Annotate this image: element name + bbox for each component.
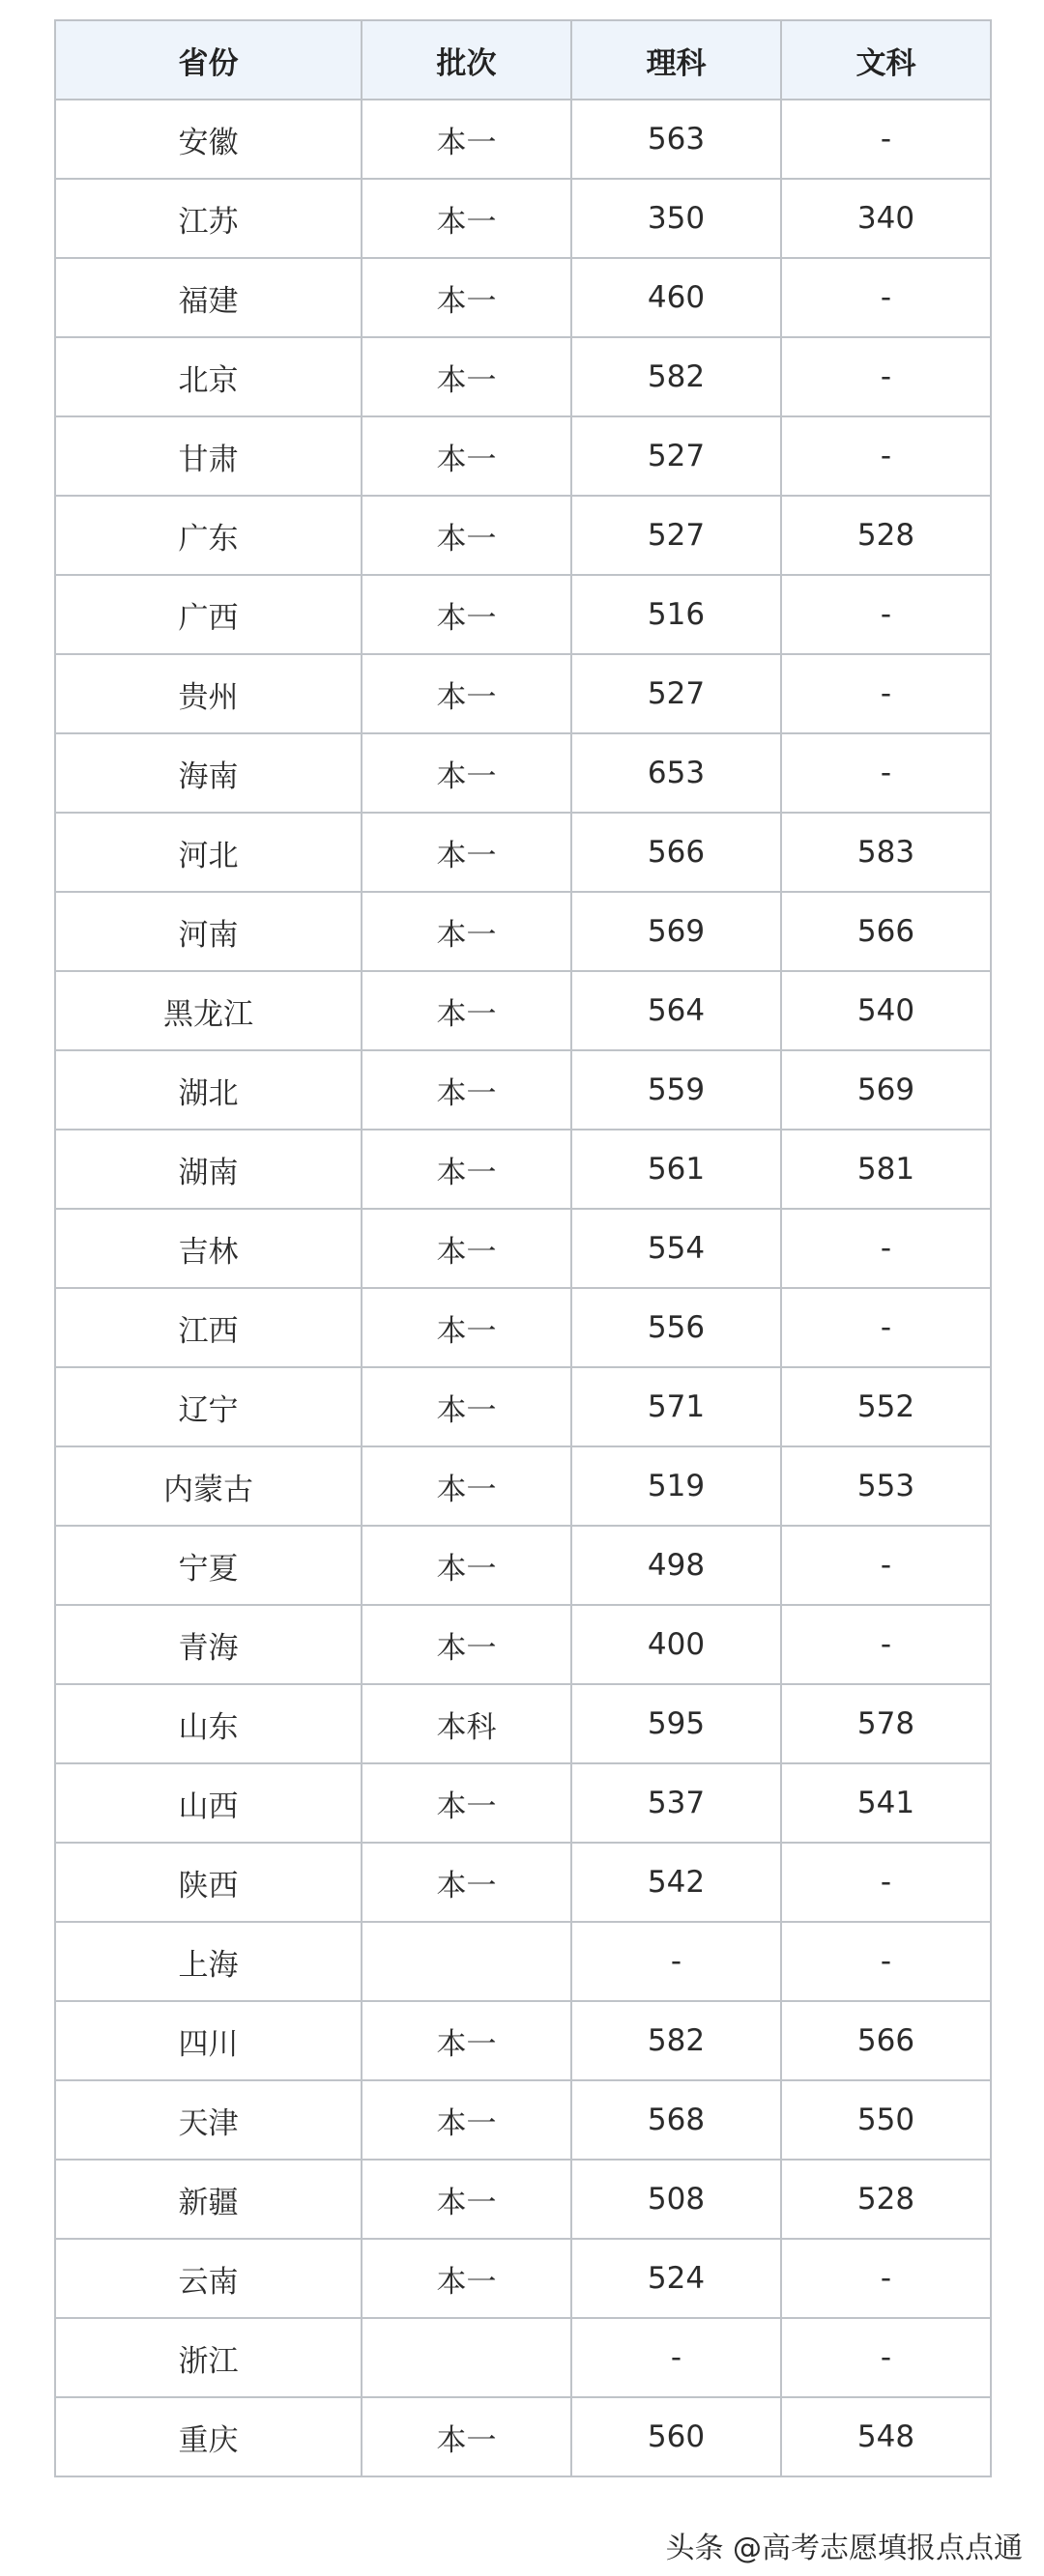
cell-science: 537: [571, 1763, 781, 1843]
cell-province: 安徽: [55, 100, 362, 179]
header-science: 理科: [571, 20, 781, 100]
cell-province: 湖南: [55, 1130, 362, 1209]
cell-arts: -: [781, 1288, 991, 1367]
cell-province: 云南: [55, 2239, 362, 2318]
cell-science: 350: [571, 179, 781, 258]
cell-science: 527: [571, 654, 781, 733]
table-row: [55, 971, 991, 1050]
table-row: [55, 1922, 991, 2001]
table-row: [55, 1526, 991, 1605]
cell-science: 560: [571, 2397, 781, 2476]
cell-science: 566: [571, 813, 781, 892]
cell-arts: 541: [781, 1763, 991, 1843]
table-body: [55, 100, 991, 2476]
cell-batch: 本一: [362, 2239, 571, 2318]
cell-science: 556: [571, 1288, 781, 1367]
cell-arts: -: [781, 733, 991, 813]
cell-batch: 本一: [362, 1763, 571, 1843]
cell-batch: 本一: [362, 337, 571, 416]
cell-batch: [362, 1922, 571, 2001]
cell-province: 江西: [55, 1288, 362, 1367]
score-table-container: [54, 19, 990, 2477]
cell-arts: 528: [781, 2160, 991, 2239]
cell-batch: 本一: [362, 971, 571, 1050]
cell-arts: -: [781, 1922, 991, 2001]
cell-batch: 本一: [362, 892, 571, 971]
cell-science: 524: [571, 2239, 781, 2318]
table-row: [55, 1446, 991, 1526]
table-row: [55, 733, 991, 813]
cell-province: 重庆: [55, 2397, 362, 2476]
cell-batch: 本一: [362, 496, 571, 575]
cell-batch: 本一: [362, 100, 571, 179]
table-row: [55, 2001, 991, 2080]
table-row: [55, 1288, 991, 1367]
cell-batch: 本一: [362, 1209, 571, 1288]
cell-science: 508: [571, 2160, 781, 2239]
cell-province: 甘肃: [55, 416, 362, 496]
cell-science: 568: [571, 2080, 781, 2160]
cell-batch: 本一: [362, 2160, 571, 2239]
cell-arts: 553: [781, 1446, 991, 1526]
table-row: [55, 258, 991, 337]
cell-arts: 566: [781, 2001, 991, 2080]
cell-arts: 578: [781, 1684, 991, 1763]
table-row: [55, 1605, 991, 1684]
table-row: [55, 2397, 991, 2476]
cell-province: 山西: [55, 1763, 362, 1843]
cell-arts: -: [781, 416, 991, 496]
table-row: [55, 2239, 991, 2318]
table-row: [55, 2160, 991, 2239]
cell-arts: -: [781, 258, 991, 337]
cell-arts: -: [781, 2239, 991, 2318]
table-row: [55, 1130, 991, 1209]
cell-science: -: [571, 1922, 781, 2001]
cell-science: 460: [571, 258, 781, 337]
cell-science: 564: [571, 971, 781, 1050]
cell-science: 542: [571, 1843, 781, 1922]
cell-province: 广东: [55, 496, 362, 575]
cell-arts: 548: [781, 2397, 991, 2476]
cell-arts: 550: [781, 2080, 991, 2160]
score-table: [54, 19, 992, 2477]
cell-province: 内蒙古: [55, 1446, 362, 1526]
cell-province: 江苏: [55, 179, 362, 258]
cell-science: 516: [571, 575, 781, 654]
cell-province: 新疆: [55, 2160, 362, 2239]
cell-province: 吉林: [55, 1209, 362, 1288]
cell-science: 527: [571, 496, 781, 575]
header-province: 省份: [55, 20, 362, 100]
cell-arts: 340: [781, 179, 991, 258]
cell-province: 陕西: [55, 1843, 362, 1922]
table-row: [55, 416, 991, 496]
cell-province: 宁夏: [55, 1526, 362, 1605]
cell-batch: 本一: [362, 1288, 571, 1367]
cell-batch: 本一: [362, 1130, 571, 1209]
table-row: [55, 892, 991, 971]
table-header-row: [55, 20, 991, 100]
cell-batch: 本科: [362, 1684, 571, 1763]
table-row: [55, 1843, 991, 1922]
header-batch: 批次: [362, 20, 571, 100]
table-row: [55, 100, 991, 179]
cell-arts: 552: [781, 1367, 991, 1446]
cell-science: 559: [571, 1050, 781, 1130]
table-row: [55, 1050, 991, 1130]
cell-science: 561: [571, 1130, 781, 1209]
cell-province: 北京: [55, 337, 362, 416]
cell-province: 黑龙江: [55, 971, 362, 1050]
table-row: [55, 337, 991, 416]
table-row: [55, 1763, 991, 1843]
table-row: [55, 1209, 991, 1288]
cell-science: 595: [571, 1684, 781, 1763]
cell-province: 山东: [55, 1684, 362, 1763]
cell-province: 湖北: [55, 1050, 362, 1130]
cell-province: 福建: [55, 258, 362, 337]
cell-science: 582: [571, 2001, 781, 2080]
table-row: [55, 496, 991, 575]
cell-science: 498: [571, 1526, 781, 1605]
cell-batch: 本一: [362, 2001, 571, 2080]
cell-arts: -: [781, 337, 991, 416]
cell-arts: 569: [781, 1050, 991, 1130]
cell-batch: 本一: [362, 1526, 571, 1605]
table-row: [55, 1367, 991, 1446]
cell-batch: 本一: [362, 813, 571, 892]
table-row: [55, 654, 991, 733]
cell-batch: 本一: [362, 1446, 571, 1526]
cell-batch: [362, 2318, 571, 2397]
cell-batch: 本一: [362, 654, 571, 733]
cell-science: 400: [571, 1605, 781, 1684]
cell-batch: 本一: [362, 1367, 571, 1446]
cell-science: 563: [571, 100, 781, 179]
cell-arts: 583: [781, 813, 991, 892]
cell-province: 辽宁: [55, 1367, 362, 1446]
cell-arts: 581: [781, 1130, 991, 1209]
table-row: [55, 2318, 991, 2397]
cell-arts: -: [781, 1209, 991, 1288]
cell-province: 河南: [55, 892, 362, 971]
cell-arts: -: [781, 100, 991, 179]
cell-batch: 本一: [362, 1843, 571, 1922]
cell-arts: 540: [781, 971, 991, 1050]
cell-province: 广西: [55, 575, 362, 654]
cell-arts: -: [781, 575, 991, 654]
cell-province: 青海: [55, 1605, 362, 1684]
cell-arts: 528: [781, 496, 991, 575]
cell-province: 浙江: [55, 2318, 362, 2397]
cell-province: 天津: [55, 2080, 362, 2160]
cell-batch: 本一: [362, 1605, 571, 1684]
cell-batch: 本一: [362, 575, 571, 654]
cell-province: 上海: [55, 1922, 362, 2001]
watermark-text: 头条 @高考志愿填报点点通: [665, 2532, 1023, 2565]
cell-arts: -: [781, 2318, 991, 2397]
cell-science: 653: [571, 733, 781, 813]
cell-batch: 本一: [362, 179, 571, 258]
cell-arts: -: [781, 1605, 991, 1684]
cell-arts: -: [781, 1843, 991, 1922]
cell-batch: 本一: [362, 2080, 571, 2160]
cell-batch: 本一: [362, 258, 571, 337]
cell-science: 571: [571, 1367, 781, 1446]
cell-batch: 本一: [362, 2397, 571, 2476]
cell-province: 海南: [55, 733, 362, 813]
cell-arts: -: [781, 654, 991, 733]
cell-science: 527: [571, 416, 781, 496]
table-row: [55, 2080, 991, 2160]
header-arts: 文科: [781, 20, 991, 100]
cell-batch: 本一: [362, 1050, 571, 1130]
cell-province: 贵州: [55, 654, 362, 733]
cell-arts: 566: [781, 892, 991, 971]
cell-science: 569: [571, 892, 781, 971]
cell-science: 554: [571, 1209, 781, 1288]
table-row: [55, 179, 991, 258]
table-row: [55, 813, 991, 892]
table-row: [55, 1684, 991, 1763]
cell-arts: -: [781, 1526, 991, 1605]
table-row: [55, 575, 991, 654]
cell-science: 582: [571, 337, 781, 416]
cell-batch: 本一: [362, 733, 571, 813]
cell-batch: 本一: [362, 416, 571, 496]
cell-science: -: [571, 2318, 781, 2397]
cell-province: 河北: [55, 813, 362, 892]
cell-province: 四川: [55, 2001, 362, 2080]
cell-science: 519: [571, 1446, 781, 1526]
